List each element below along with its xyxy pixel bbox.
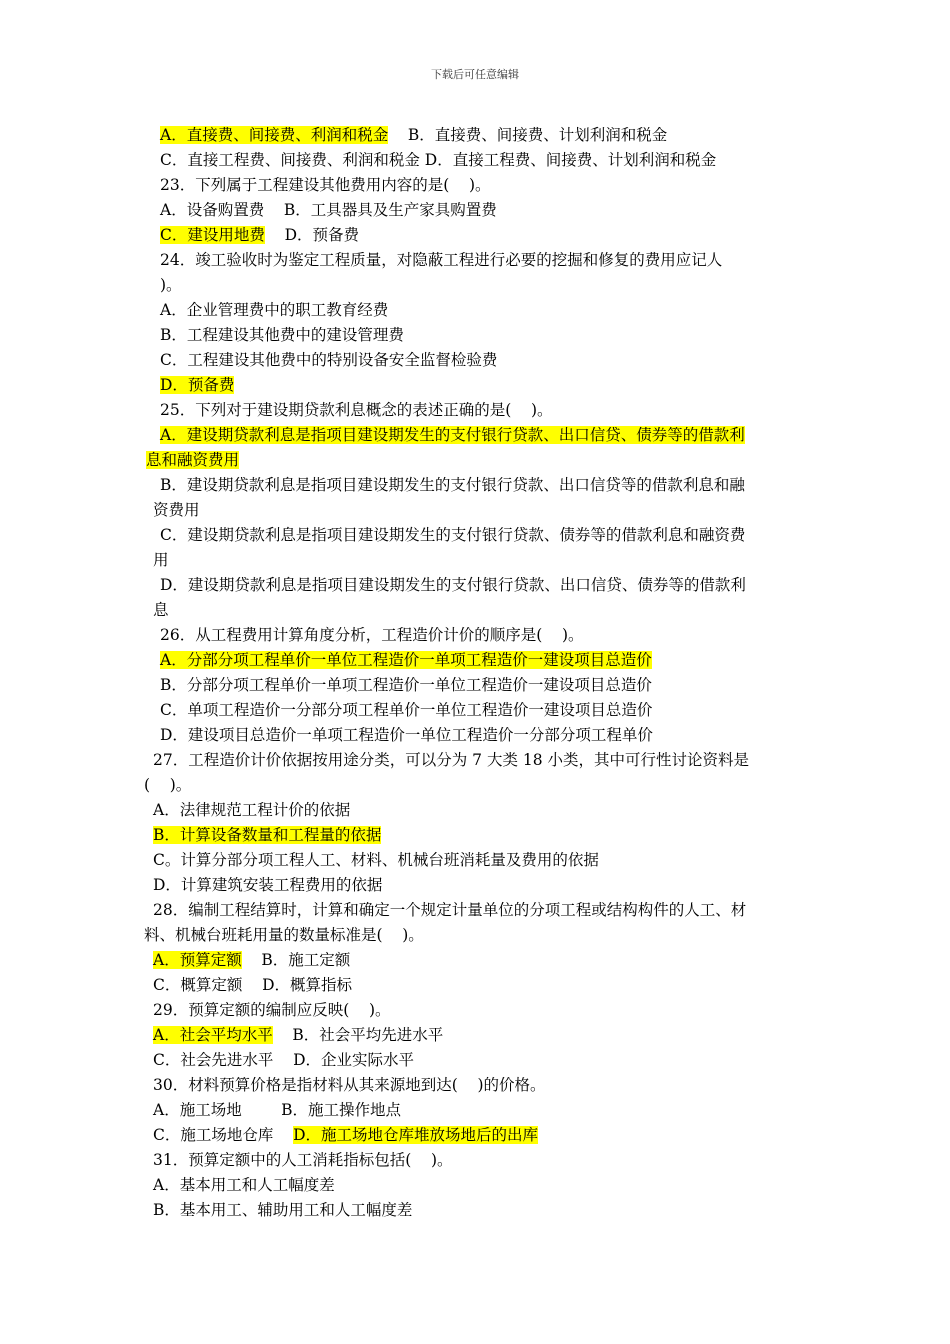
text-line — [142, 1148, 802, 1173]
text-segment: D．计算建筑安装工程费用的依据 — [153, 876, 383, 894]
highlighted-answer: A．直接费、间接费、利润和税金 — [160, 126, 389, 144]
text-segment: C．直接工程费、间接费、利润和税金 D．直接工程费、间接费、计划利润和税金 — [160, 151, 717, 169]
text-line — [142, 598, 802, 623]
text-line — [142, 623, 802, 648]
text-line — [142, 848, 802, 873]
text-line — [142, 1048, 802, 1073]
text-line — [142, 398, 802, 423]
text-segment: 料、机械台班耗用量的数量标准是( )。 — [144, 926, 424, 944]
text-line — [142, 873, 802, 898]
text-segment: 31．预算定额中的人工消耗指标包括( )。 — [153, 1151, 453, 1169]
text-segment: B．分部分项工程单价一单项工程造价一单位工程造价一建设项目总造价 — [160, 676, 652, 694]
highlighted-answer: A．预算定额 — [153, 951, 242, 969]
text-line — [142, 348, 802, 373]
text-line — [142, 673, 802, 698]
text-segment: 27．工程造价计价依据按用途分类，可以分为 7 大类 18 小类，其中可行性讨论资料是 — [153, 751, 750, 769]
text-segment: C．社会先进水平 D．企业实际水平 — [153, 1051, 414, 1069]
highlighted-answer: D．施工场地仓库堆放场地后的出库 — [293, 1126, 539, 1144]
text-line — [142, 1098, 802, 1123]
text-segment: C．单项工程造价一分部分项工程单价一单位工程造价一建设项目总造价 — [160, 701, 653, 719]
text-segment: D．预备费 — [264, 226, 360, 244]
text-line — [142, 298, 802, 323]
text-segment: 30．材料预算价格是指材料从其来源地到达( )的价格。 — [153, 1076, 546, 1094]
page-header: 下载后可任意编辑 — [431, 68, 519, 81]
text-segment: C．建设期贷款利息是指项目建设期发生的支付银行贷款、债券等的借款利息和融资费 — [160, 526, 746, 544]
highlighted-answer: D．预备费 — [160, 376, 235, 394]
text-segment: 28．编制工程结算时，计算和确定一个规定计量单位的分项工程或结构构件的人工、材 — [153, 901, 747, 919]
text-segment: 24．竣工验收时为鉴定工程质量，对隐蔽工程进行必要的挖掘和修复的费用应记人 — [160, 251, 723, 269]
highlighted-answer: C．建设用地费 — [160, 226, 265, 244]
text-segment: 息 — [153, 601, 169, 619]
text-line — [142, 123, 802, 148]
text-line — [142, 1198, 802, 1223]
text-line — [142, 723, 802, 748]
text-line — [142, 1173, 802, 1198]
text-segment: 25．下列对于建设期贷款利息概念的表述正确的是( )。 — [160, 401, 553, 419]
text-line — [142, 1073, 802, 1098]
text-line — [142, 1123, 802, 1148]
text-line — [142, 148, 802, 173]
text-segment: A．法律规范工程计价的依据 — [153, 801, 351, 819]
text-line — [142, 648, 802, 673]
text-segment: C．施工场地仓库 — [153, 1126, 294, 1144]
text-segment: B．直接费、间接费、计划利润和税金 — [388, 126, 668, 144]
text-segment: 资费用 — [153, 501, 200, 519]
text-segment: ( )。 — [144, 776, 192, 794]
text-line — [142, 1023, 802, 1048]
text-line — [142, 798, 802, 823]
text-segment: )。 — [160, 276, 182, 294]
text-line — [142, 823, 802, 848]
text-segment: B．社会平均先进水平 — [272, 1026, 444, 1044]
text-line — [142, 273, 802, 298]
text-line — [142, 698, 802, 723]
text-line — [142, 948, 802, 973]
text-segment: A．基本用工和人工幅度差 — [153, 1176, 335, 1194]
text-line — [142, 523, 802, 548]
text-segment: C．概算定额 D．概算指标 — [153, 976, 352, 994]
text-segment: A．施工场地 B．施工操作地点 — [153, 1101, 402, 1119]
text-segment: B．工程建设其他费中的建设管理费 — [160, 326, 404, 344]
text-segment: D．建设期贷款利息是指项目建设期发生的支付银行贷款、出口信贷、债券等的借款利 — [160, 576, 746, 594]
text-segment: A．企业管理费中的职工教育经费 — [160, 301, 389, 319]
text-line — [142, 423, 802, 448]
text-segment: 29．预算定额的编制应反映( )。 — [153, 1001, 391, 1019]
text-line — [142, 548, 802, 573]
text-line — [142, 248, 802, 273]
text-line — [142, 373, 802, 398]
highlighted-answer: B．计算设备数量和工程量的依据 — [153, 826, 382, 844]
text-line — [142, 773, 802, 798]
text-line — [142, 473, 802, 498]
text-segment: 23．下列属于工程建设其他费用内容的是( )。 — [160, 176, 491, 194]
text-line — [142, 573, 802, 598]
text-line — [142, 448, 802, 473]
document-body — [142, 123, 802, 1223]
highlighted-answer: A．社会平均水平 — [153, 1026, 273, 1044]
text-segment: 用 — [153, 551, 169, 569]
text-line — [142, 898, 802, 923]
text-line — [142, 923, 802, 948]
text-segment: B．施工定额 — [241, 951, 351, 969]
text-segment: B．建设期贷款利息是指项目建设期发生的支付银行贷款、出口信贷等的借款利息和融 — [160, 476, 745, 494]
text-line — [142, 198, 802, 223]
text-segment: C。计算分部分项工程人工、材料、机械台班消耗量及费用的依据 — [153, 851, 599, 869]
text-line — [142, 498, 802, 523]
text-segment: A．设备购置费 B．工具器具及生产家具购置费 — [160, 201, 497, 219]
text-line — [142, 323, 802, 348]
highlighted-answer: 息和融资费用 — [146, 451, 240, 469]
text-segment: D．建设项目总造价一单项工程造价一单位工程造价一分部分项工程单价 — [160, 726, 653, 744]
text-segment: C．工程建设其他费中的特别设备安全监督检验费 — [160, 351, 498, 369]
text-line — [142, 173, 802, 198]
text-line — [142, 748, 802, 773]
text-segment: 26．从工程费用计算角度分析，工程造价计价的顺序是( )。 — [160, 626, 584, 644]
highlighted-answer: A．分部分项工程单价一单位工程造价一单项工程造价一建设项目总造价 — [160, 651, 652, 669]
text-line — [142, 223, 802, 248]
text-segment: B．基本用工、辅助用工和人工幅度差 — [153, 1201, 413, 1219]
highlighted-answer: A．建设期贷款利息是指项目建设期发生的支付银行贷款、出口信贷、债券等的借款利 — [160, 426, 745, 444]
text-line — [142, 973, 802, 998]
text-line — [142, 998, 802, 1023]
